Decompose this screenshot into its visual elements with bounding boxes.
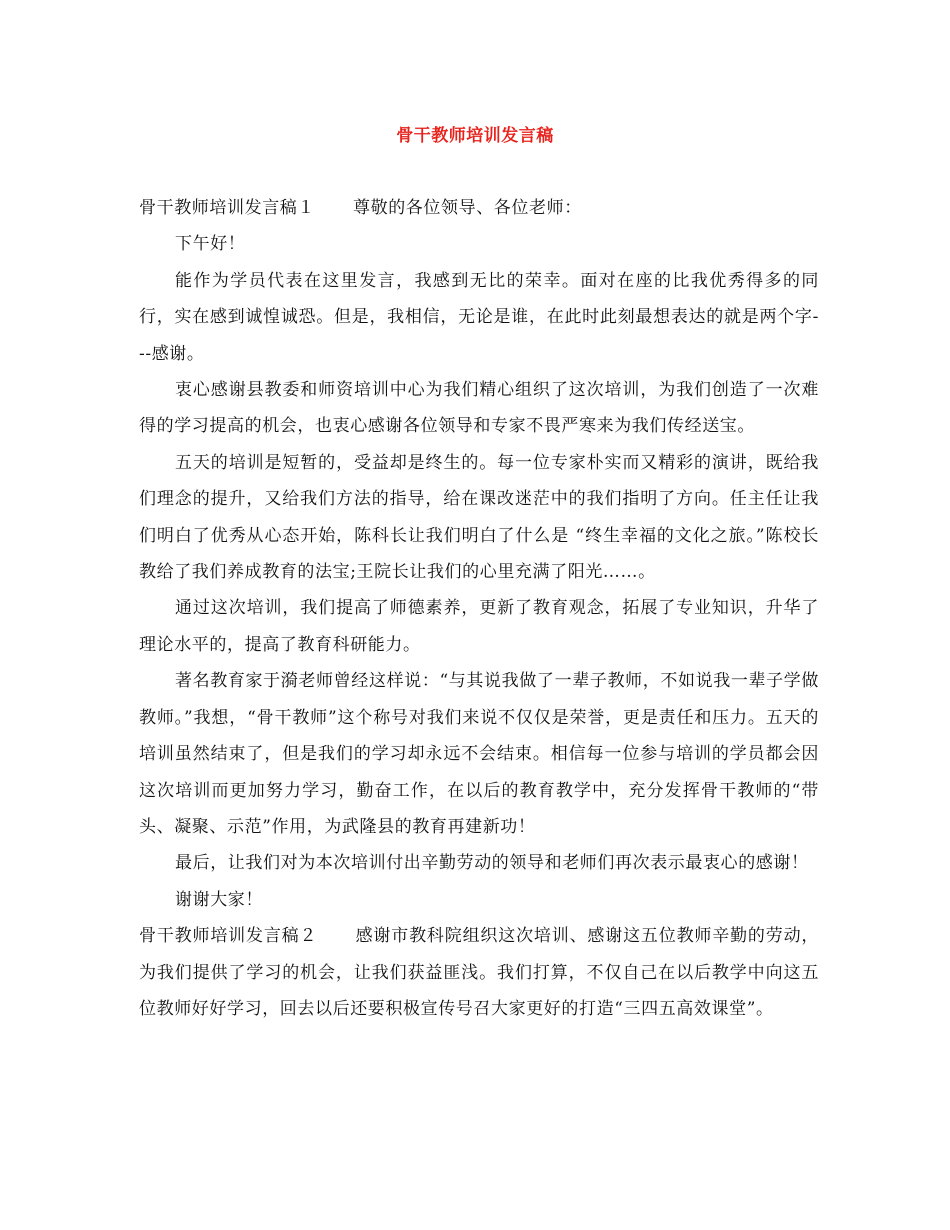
section-2-opening: 感谢市教科院组织这次培训、感谢这五位教师辛勤的劳动，为我们提供了学习的机会，让我们获益匪浅。我们打算，不仅自己在以后教学中向这五位教师好好学习，回去以后还要积极宣传号召大家更好的打造“三四五高效课堂”。 — [139, 926, 820, 1019]
section-2-heading-line — [139, 918, 819, 1027]
paragraph: 著名教育家于漪老师曾经这样说：“与其说我做了一辈子教师，不如说我一辈子学做教师。”我想，“骨干教师”这个称号对我们来说不仅仅是荣誉，更是责任和压力。五天的培训虽然结束了，但是我们的学习却永远不会结束。相信每一位参与培训的学员都会因这次培训而更加努力学习，勤奋工作，在以后的教育教学中，充分发挥骨干教师的“带头、凝聚、示范”作用，为武隆县的教育再建新功！ — [139, 671, 819, 837]
paragraph: 衷心感谢县教委和师资培训中心为我们精心组织了这次培训，为我们创造了一次难得的学习提高的机会，也衷心感谢各位领导和专家不畏严寒来为我们传经送宝。 — [139, 380, 819, 437]
paragraph: 谢谢大家！ — [175, 889, 263, 910]
paragraph: 最后，让我们对为本次培训付出辛勤劳动的领导和老师们再次表示最衷心的感谢！ — [175, 853, 809, 874]
paragraph: 通过这次培训，我们提高了师德素养，更新了教育观念，拓展了专业知识，升华了理论水平的，提高了教育科研能力。 — [139, 598, 819, 655]
paragraph: 能作为学员代表在这里发言，我感到无比的荣幸。面对在座的比我优秀得多的同行，实在感到诚惶诚恐。但是，我相信，无论是谁，在此时此刻最想表达的就是两个字---感谢。 — [139, 270, 819, 364]
section-1-heading-line — [139, 190, 819, 226]
section-1-heading: 骨干教师培训发言稿１ — [139, 198, 315, 218]
document-title: 骨干教师培训发言稿 — [396, 126, 554, 146]
section-1-opening: 尊敬的各位领导、各位老师： — [353, 198, 582, 218]
section-2-heading: 骨干教师培训发言稿２ — [139, 926, 318, 947]
paragraph: 五天的培训是短暂的，受益却是终生的。每一位专家朴实而又精彩的演讲，既给我们理念的提升，又给我们方法的指导，给在课改迷茫中的我们指明了方向。任主任让我们明白了优秀从心态开始，陈科长让我们明白了什么是 “终生幸福的文化之旅。”陈校长教给了我们养成教育的法宝;王院长让我们的心里充满了阳光……。 — [139, 452, 819, 583]
document-body — [139, 190, 819, 1027]
paragraph: 下午好！ — [175, 234, 246, 255]
